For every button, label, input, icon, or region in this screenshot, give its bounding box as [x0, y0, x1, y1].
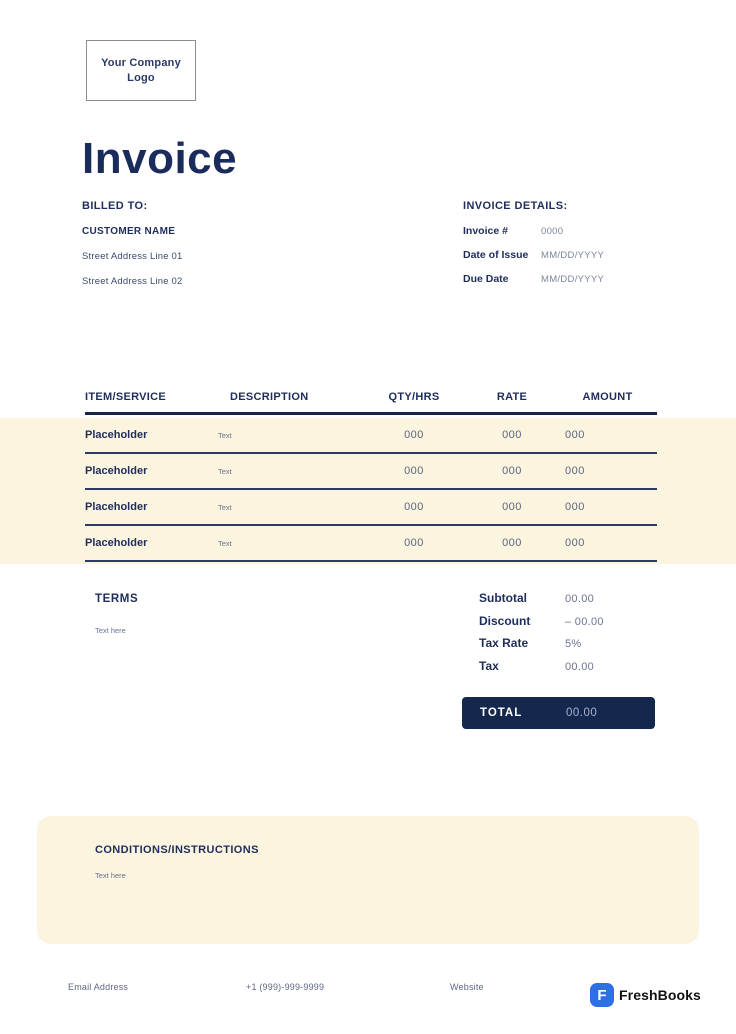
row-qty: 000 — [404, 501, 424, 513]
grand-total-bar — [462, 697, 655, 729]
freshbooks-logo — [590, 983, 701, 1007]
due-date-value: MM/DD/YYYY — [541, 274, 605, 285]
tax-row — [479, 659, 657, 682]
terms-section — [95, 593, 138, 635]
conditions-box — [37, 816, 699, 944]
discount-row — [479, 614, 657, 637]
subtotal-value: 00.00 — [565, 593, 595, 605]
row-rate: 000 — [502, 429, 522, 441]
footer-website: Website — [450, 982, 484, 992]
address-line-1: Street Address Line 01 — [82, 251, 183, 262]
discount-value: – 00.00 — [565, 615, 604, 628]
column-header-item-service: ITEM/SERVICE — [85, 390, 167, 403]
discount-label: Discount — [479, 613, 531, 628]
company-logo-box — [86, 40, 196, 101]
grand-total-label: TOTAL — [480, 707, 523, 719]
table-row — [85, 490, 657, 526]
conditions-heading: CONDITIONS/INSTRUCTIONS — [95, 844, 259, 856]
invoice-details-section — [463, 200, 604, 297]
invoice-details-heading: INVOICE DETAILS: — [463, 200, 568, 212]
row-amount: 000 — [565, 429, 585, 441]
customer-name: CUSTOMER NAME — [82, 226, 176, 237]
line-items-band — [0, 418, 736, 564]
due-date-label: Due Date — [463, 273, 509, 285]
row-item-name: Placeholder — [85, 429, 148, 441]
row-description: Text — [218, 502, 232, 512]
tax-rate-label: Tax Rate — [479, 636, 529, 650]
company-logo-text-line2: Logo — [127, 71, 155, 84]
column-header-description: DESCRIPTION — [230, 390, 309, 403]
date-of-issue-label: Date of Issue — [463, 249, 529, 261]
subtotal-label: Subtotal — [479, 591, 527, 605]
table-row — [85, 454, 657, 490]
conditions-body: Text here — [95, 871, 126, 880]
freshbooks-icon: F — [590, 983, 614, 1007]
table-row — [85, 526, 657, 562]
date-of-issue-value: MM/DD/YYYY — [541, 250, 605, 261]
row-qty: 000 — [404, 537, 424, 549]
column-header-amount: AMOUNT — [582, 390, 633, 403]
subtotal-row — [479, 591, 657, 614]
line-items-rows — [85, 418, 657, 562]
address-line-2: Street Address Line 02 — [82, 276, 183, 287]
row-amount: 000 — [565, 501, 585, 513]
terms-heading: TERMS — [95, 593, 139, 605]
due-date-row — [463, 273, 604, 285]
row-amount: 000 — [565, 465, 585, 477]
row-qty: 000 — [404, 429, 424, 441]
totals-section — [479, 591, 657, 681]
date-of-issue-row — [463, 249, 604, 261]
row-rate: 000 — [502, 537, 522, 549]
row-amount: 000 — [565, 537, 585, 549]
row-rate: 000 — [502, 501, 522, 513]
invoice-number-value: 0000 — [541, 226, 564, 237]
tax-rate-value: 5% — [565, 638, 582, 650]
tax-label: Tax — [479, 658, 499, 673]
row-description: Text — [218, 538, 232, 548]
terms-body: Text here — [95, 626, 126, 635]
row-qty: 000 — [404, 465, 424, 477]
page-title: Invoice — [82, 134, 238, 183]
row-item-name: Placeholder — [85, 501, 148, 513]
footer-email: Email Address — [68, 982, 129, 992]
footer-phone: +1 (999)-999-9999 — [246, 982, 325, 992]
tax-value: 00.00 — [565, 660, 595, 673]
column-header-qty-hrs: QTY/HRS — [388, 390, 440, 403]
company-logo-text-line1: Your Company — [101, 56, 181, 69]
billed-to-section — [82, 200, 183, 287]
line-items-header-row — [85, 385, 657, 415]
row-description: Text — [218, 466, 232, 476]
grand-total-value: 00.00 — [566, 707, 598, 719]
table-row — [85, 418, 657, 454]
invoice-number-row — [463, 225, 604, 237]
billed-to-heading: BILLED TO: — [82, 200, 148, 212]
row-description: Text — [218, 430, 232, 440]
column-header-rate: RATE — [496, 390, 528, 403]
invoice-number-label: Invoice # — [463, 225, 508, 237]
row-rate: 000 — [502, 465, 522, 477]
freshbooks-wordmark: FreshBooks — [619, 987, 701, 1003]
row-item-name: Placeholder — [85, 465, 148, 477]
tax-rate-row — [479, 636, 657, 659]
row-item-name: Placeholder — [85, 537, 148, 549]
